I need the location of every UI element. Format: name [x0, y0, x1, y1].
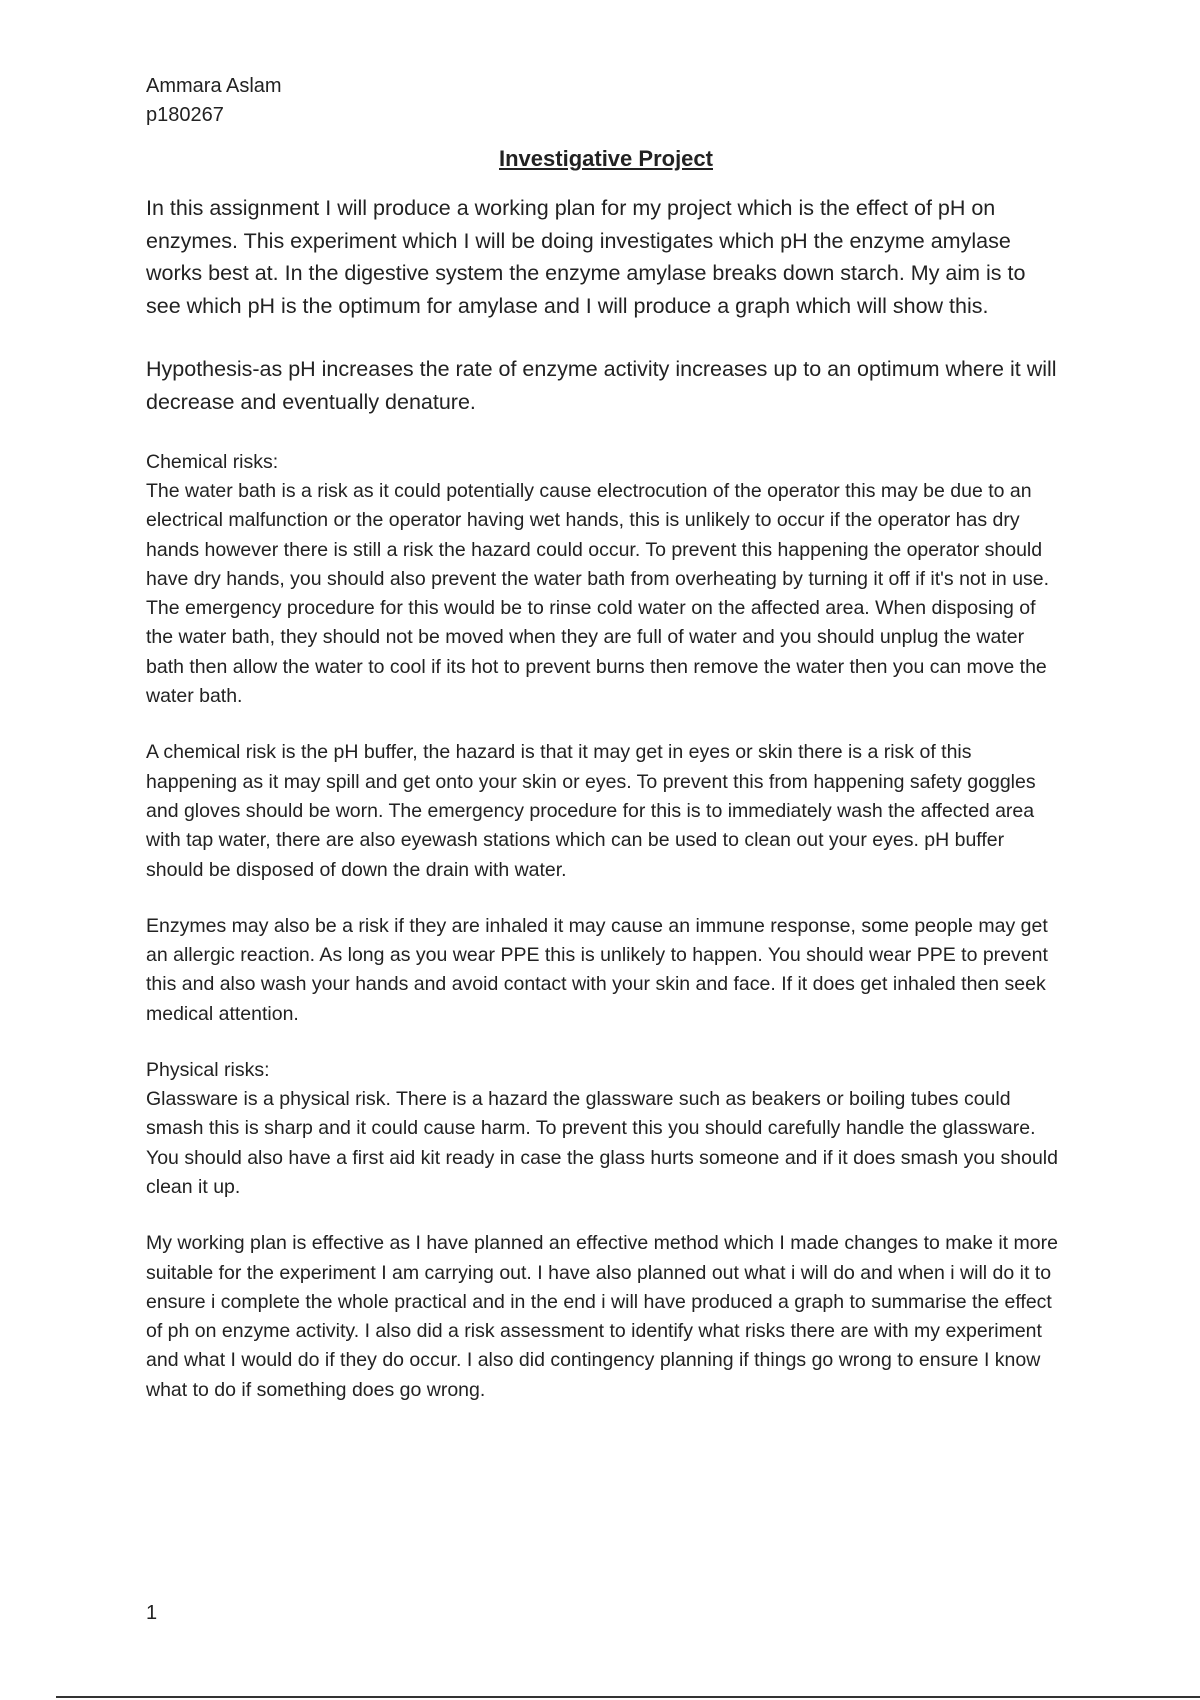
hypothesis-paragraph: Hypothesis-as pH increases the rate of enzyme activity increases up to an optimum where it will decrease and eventually denature. — [146, 357, 1057, 414]
enzymes-risk-paragraph: Enzymes may also be a risk if they are inhaled it may cause an immune response, some people may get an allergic reaction. As long as you wear PPE this is unlikely to happen. You should wear PPE to prevent this and also wash your hands and avoid contact with your skin and face. If it does get inhaled then seek medical attention. — [146, 914, 1048, 1025]
ph-buffer-risk-paragraph: A chemical risk is the pH buffer, the hazard is that it may get in eyes or skin there is a risk of this happening as it may spill and get onto your skin or eyes. To prevent this from happening safety goggles and gloves should be worn. The emergency procedure for this is to immediately wash the affected area with tap water, there are also eyewash stations which can be used to clean out your eyes. pH buffer should be disposed of down the drain with water. — [146, 741, 1036, 881]
document-title: Investigative Project — [499, 146, 713, 171]
intro-paragraph: In this assignment I will produce a working plan for my project which is the effect of pH on enzymes. This experiment which I will be doing investigates which pH the enzyme amylase works best at. In the digestive system the enzyme amylase breaks down starch. My aim is to see which pH is the optimum for amylase and I will produce a graph which will show this. — [146, 196, 1026, 318]
student-id: p180267 — [146, 104, 224, 126]
physical-risks-heading: Physical risks: — [146, 1059, 270, 1082]
chemical-risks-heading: Chemical risks: — [146, 451, 279, 473]
evaluation-paragraph: My working plan is effective as I have planned an effective method which I made changes to make it more suitable for the experiment I am carrying out. I have also planned out what i will do and when i will do it to ensure i complete the whole practical and in the end i will have produced a graph to summarise the effect of ph on enzyme activity. I also did a risk assessment to identify what risks there are with my experiment and what I would do if they do occur. I also did contingency planning if things go wrong to ensure I know what to do if something does go wrong. — [146, 1232, 1058, 1401]
page-number: 1 — [146, 1602, 158, 1624]
page-bottom-divider — [56, 1696, 1200, 1698]
glassware-risk-paragraph: Glassware is a physical risk. There is a hazard the glassware such as beakers or boiling tubes could smash this is sharp and it could cause harm. To prevent this you should carefully handle the glassware. You should also have a first aid kit ready in case the glass hurts someone and if it does smash you should clean it up. — [146, 1088, 1058, 1198]
document-body — [146, 72, 1066, 1432]
author-name: Ammara Aslam — [146, 75, 282, 97]
water-bath-risk-paragraph: The water bath is a risk as it could potentially cause electrocution of the operator this may be due to an electrical malfunction or the operator having wet hands, this is unlikely to occur if the operator has dry hands however there is still a risk the hazard could occur. To prevent this happening the operator should have dry hands, you should also prevent the water bath from overheating by turning it off if it's not in use. The emergency procedure for this would be to rinse cold water on the affected area. When disposing of the water bath, they should not be moved when they are full of water and you should unplug the water bath then allow the water to cool if its hot to prevent burns then remove the water then you can move the water bath. — [146, 480, 1050, 708]
